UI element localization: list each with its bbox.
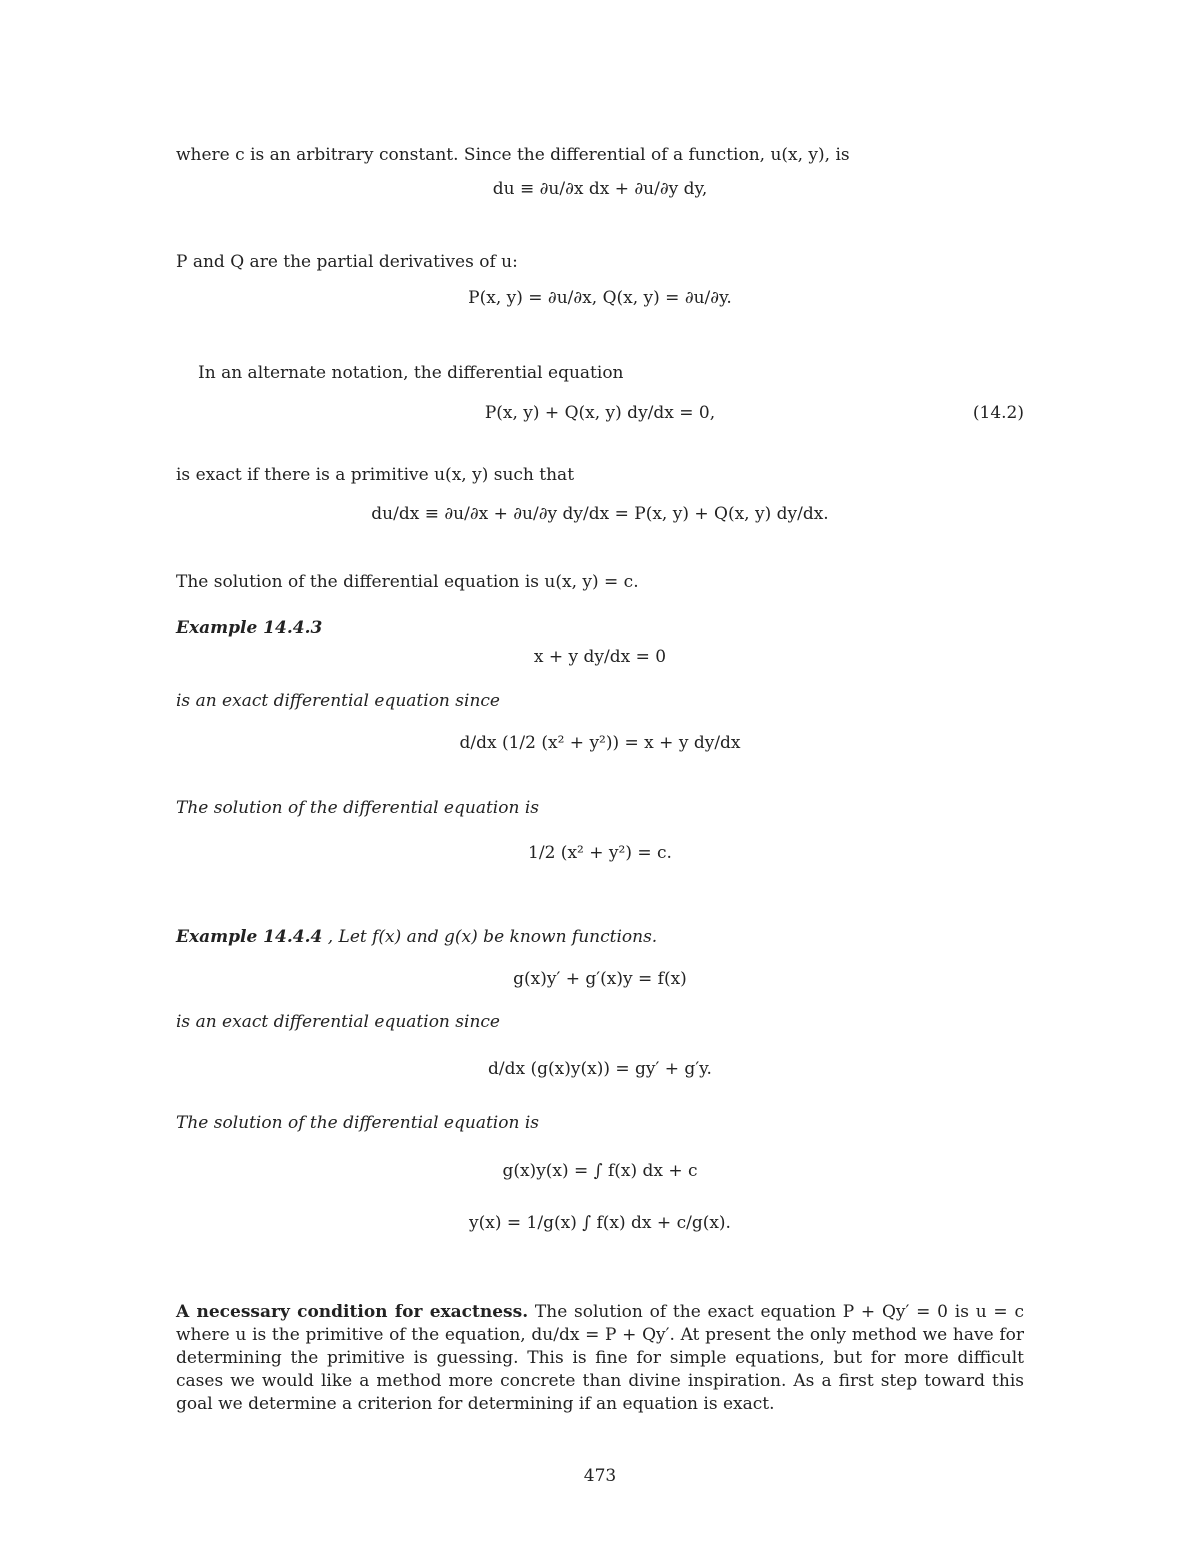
equation-du: du ≡ ∂u/∂x dx + ∂u/∂y dy, bbox=[492, 179, 708, 199]
example-4-solution-text: The solution of the differential equation is bbox=[176, 1113, 539, 1133]
example-14-4-4-heading-row bbox=[176, 926, 1024, 949]
pq-text: P and Q are the partial derivatives of u: bbox=[176, 252, 518, 272]
example-3-equation-3: 1/2 (x² + y²) = c. bbox=[528, 843, 672, 863]
exact-text: is exact if there is a primitive u(x, y) such that bbox=[176, 465, 575, 485]
alt-notation-text: In an alternate notation, the differential equation bbox=[198, 363, 624, 383]
example-3-equation-1: x + y dy/dx = 0 bbox=[533, 647, 667, 667]
equation-pq: P(x, y) = ∂u/∂x, Q(x, y) = ∂u/∂y. bbox=[468, 288, 732, 308]
example-3-equation-2: d/dx (1/2 (x² + y²)) = x + y dy/dx bbox=[459, 733, 741, 753]
necessary-condition-heading: A necessary condition for exactness. bbox=[176, 1302, 529, 1322]
example-4-equation-1: g(x)y′ + g′(x)y = f(x) bbox=[513, 969, 687, 989]
equation-number: (14.2) bbox=[972, 403, 1024, 423]
example-3-since-text: is an exact differential equation since bbox=[176, 691, 500, 711]
page bbox=[176, 0, 1024, 1553]
example-4-since-text: is an exact differential equation since bbox=[176, 1012, 500, 1032]
example-14-4-3-heading: Example 14.4.3 bbox=[176, 618, 323, 638]
example-4-equation-4: y(x) = 1/g(x) ∫ f(x) dx + c/g(x). bbox=[469, 1213, 731, 1233]
necessary-condition-body: The solution of the exact equation P + Qy′ = 0 is u = c where u is the primitive of the equation, du/dx = P + Qy′. At present the only method we have for determining the primitive is guessing. This is fine for simple equations, but for more difficult cases we would like a method more concrete than divine inspiration. As a first step toward this goal we determine a criterion for determining if an equation is exact. bbox=[176, 1302, 1024, 1414]
solution-text: The solution of the differential equation is u(x, y) = c. bbox=[176, 572, 639, 592]
equation-14-2-row bbox=[176, 402, 1024, 446]
intro-text: where c is an arbitrary constant. Since the differential of a function, u(x, y), is bbox=[176, 145, 850, 165]
equation-dudx: du/dx ≡ ∂u/∂x + ∂u/∂y dy/dx = P(x, y) + Q(x, y) dy/dx. bbox=[371, 504, 829, 524]
example-4-equation-3: g(x)y(x) = ∫ f(x) dx + c bbox=[502, 1161, 698, 1181]
example-14-4-4-heading: Example 14.4.4 bbox=[176, 927, 323, 947]
example-14-4-4-heading-tail: , Let f(x) and g(x) be known functions. bbox=[327, 927, 658, 947]
example-3-solution-text: The solution of the differential equation is bbox=[176, 798, 539, 818]
necessary-condition-paragraph bbox=[176, 1301, 1024, 1416]
equation-14-2: P(x, y) + Q(x, y) dy/dx = 0, bbox=[484, 403, 716, 423]
page-number: 473 bbox=[583, 1466, 617, 1486]
example-4-equation-2: d/dx (g(x)y(x)) = gy′ + g′y. bbox=[488, 1059, 712, 1079]
